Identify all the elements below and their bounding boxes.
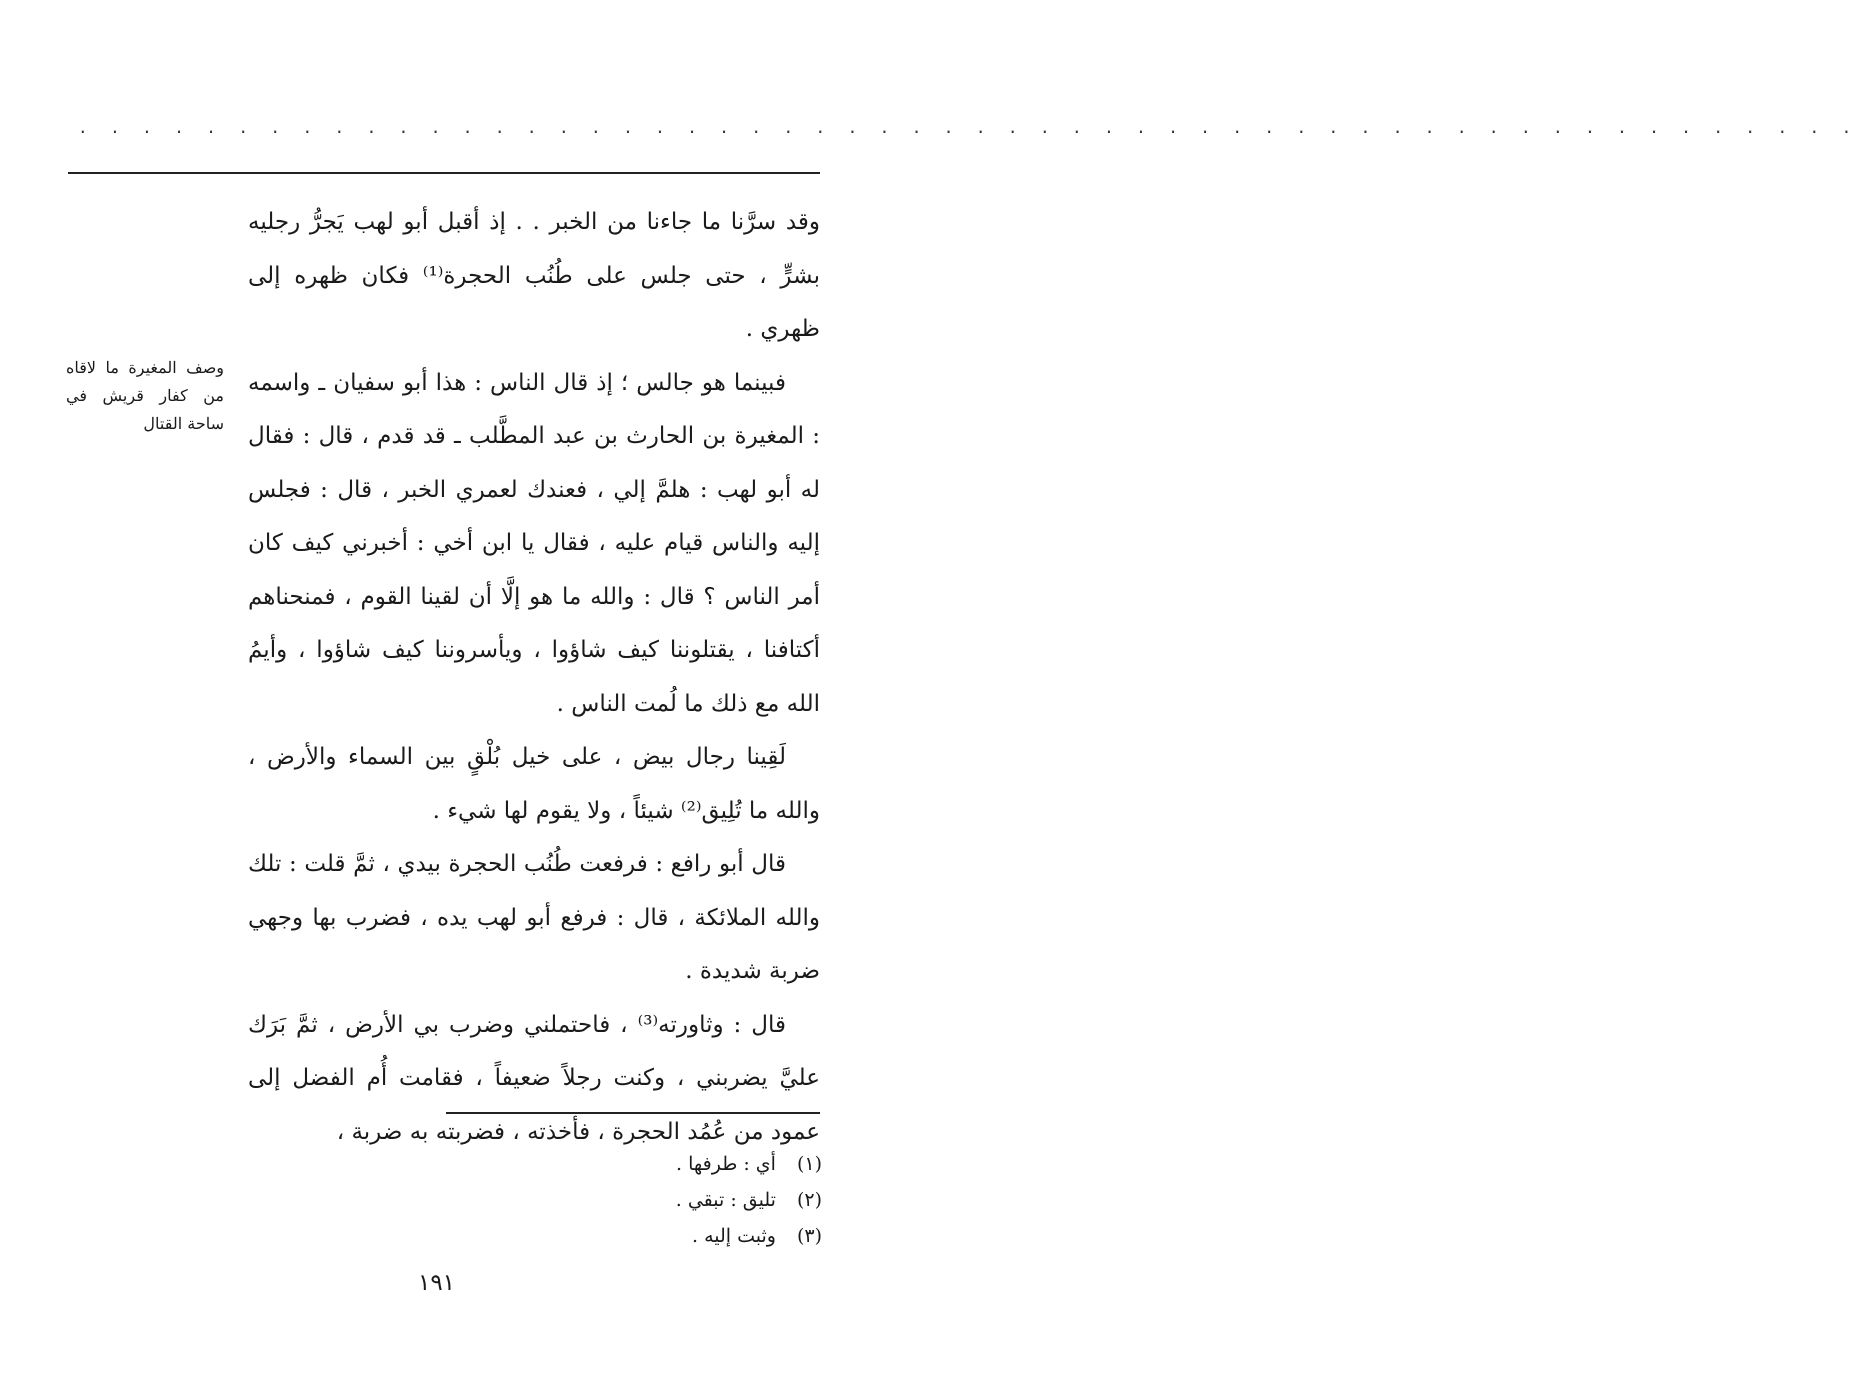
paragraph: لَقِينا رجال بيض ، على خيل بُلْقٍ بين السماء والأرض ، والله ما تُلِيق⁽²⁾ شيئاً ، ولا يقوم لها شيء . <box>248 744 820 824</box>
footnote-item <box>470 1146 822 1182</box>
footnote-rule <box>446 1112 820 1114</box>
footnote-text: تليق : تبقي . <box>675 1189 776 1211</box>
footnote-number: (١) <box>796 1153 822 1175</box>
footnote-text: أي : طرفها . <box>676 1153 776 1175</box>
footnote-text: وثبت إليه . <box>691 1225 776 1247</box>
margin-note: وصف المغيرة ما لاقاه من كفار قريش في ساحة القتال <box>66 358 224 433</box>
paragraph: قال أبو رافع : فرفعت طُنُب الحجرة بيدي ، ثمَّ قلت : تلك والله الملائكة ، قال : فرفع أبو لهب يده ، فضرب بها وجهي ضربة شديدة . <box>248 851 820 984</box>
paragraph: قال : وثاورته⁽³⁾ ، فاحتملني وضرب بي الأرض ، ثمَّ بَرَك عليَّ يضربني ، وكنت رجلاً ضعيفاً ، فقامت أُم الفضل إلى عمود من عُمُد الحجرة ، فأخذته ، فضربته به ضربة ، <box>248 1011 820 1145</box>
paragraph: وقد سرَّنا ما جاءنا من الخبر . . إذ أقبل أبو لهب يَجرُّ رجليه بشرٍّ ، حتى جلس على طُنُب الحجرة⁽¹⁾ فكان ظهره إلى ظهري . <box>248 209 820 342</box>
page-number: ١٩١ <box>417 1270 456 1296</box>
header-dotted-line: . . . . . . . . . . . . . . . . . . . . . . . . . . . . . . . . . . . . . . . . . . . . . . . . . . . . . . . . <box>78 118 1858 137</box>
header-rule <box>68 172 820 174</box>
footnotes <box>470 1146 822 1254</box>
footnote-number: (٢) <box>796 1189 822 1211</box>
footnote-item <box>470 1218 822 1254</box>
paragraph: فبينما هو جالس ؛ إذ قال الناس : هذا أبو سفيان ـ واسمه : المغيرة بن الحارث بن عبد المطَّلب ـ قد قدم ، قال : فقال له أبو لهب : هلمَّ إلي ، فعندك لعمري الخبر ، قال : فجلس إليه والناس قيام عليه ، فقال يا ابن أخي : أخبرني كيف كان أمر الناس ؟ قال : والله ما هو إلَّا أن لقينا القوم ، فمنحناهم أكتافنا ، يقتلوننا كيف شاؤوا ، ويأسروننا كيف شاؤوا ، وأيمُ الله مع ذلك ما لُمت الناس . <box>248 369 820 717</box>
main-text <box>248 196 820 1159</box>
footnote-number: (٣) <box>796 1225 822 1247</box>
footnote-item <box>470 1182 822 1218</box>
